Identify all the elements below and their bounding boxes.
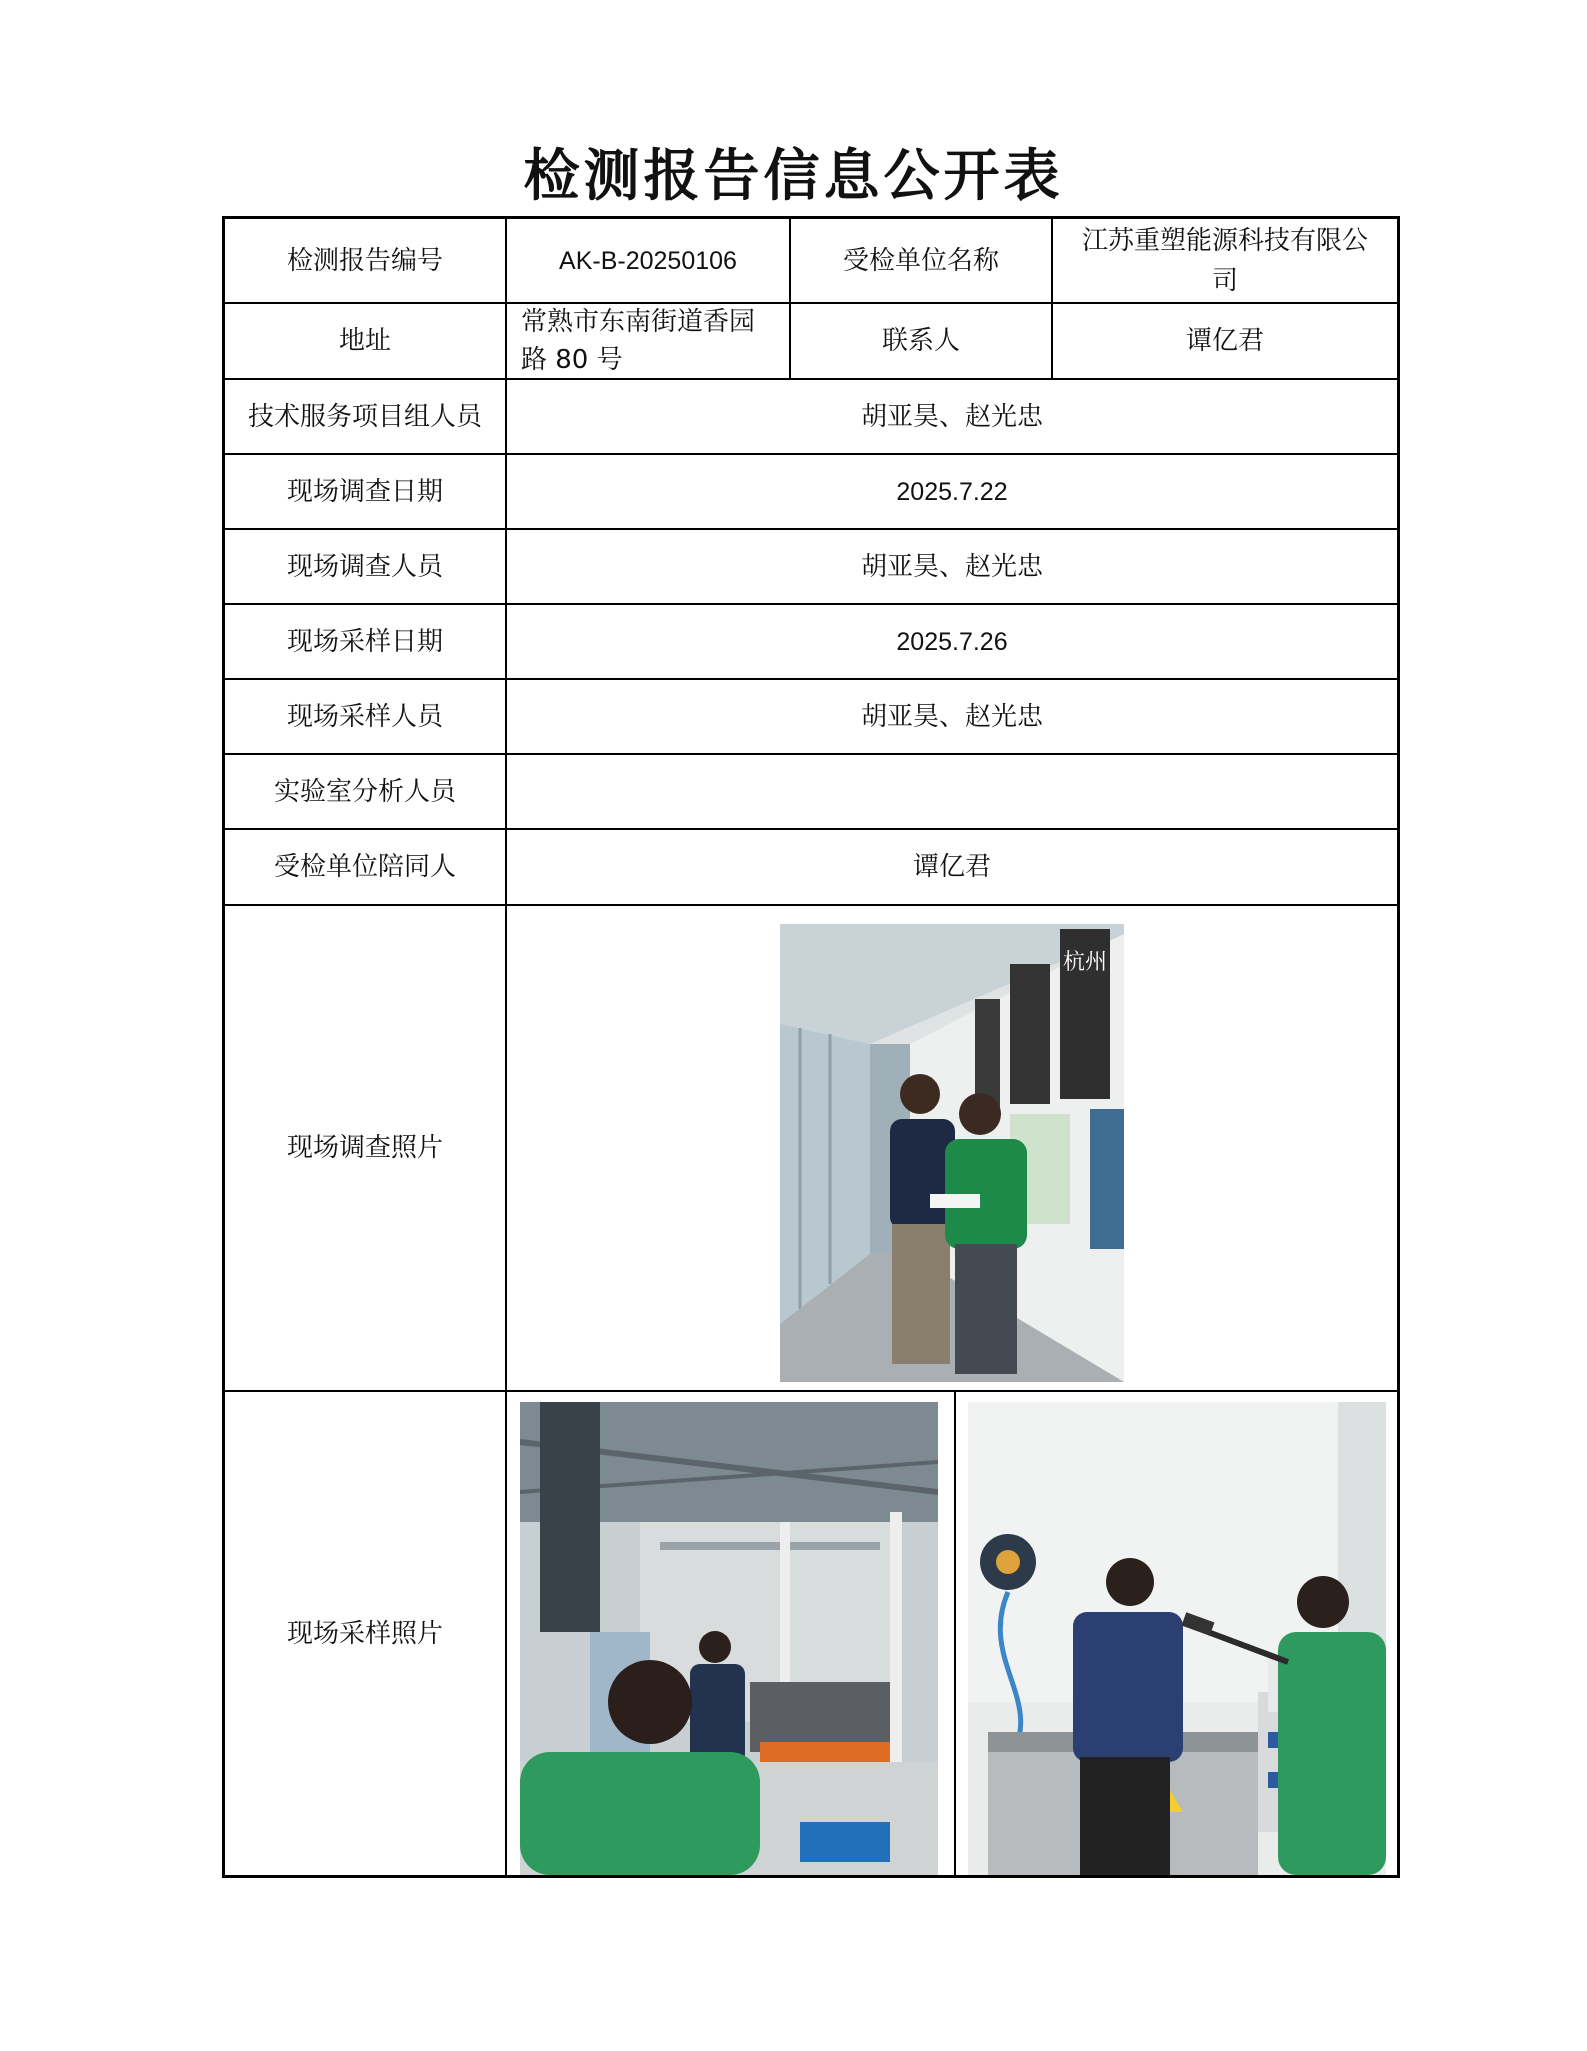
report-no-label: 检测报告编号 xyxy=(286,245,443,276)
row-label: 现场采样人员 xyxy=(286,701,443,732)
contact-value: 谭亿君 xyxy=(1185,326,1264,356)
sampling-photo-label: 现场采样照片 xyxy=(286,1618,443,1649)
row-label: 受检单位陪同人 xyxy=(273,852,456,882)
document-title: 检测报告信息公开表 xyxy=(523,143,1064,209)
address-label: 地址 xyxy=(338,326,391,356)
row-value: 胡亚昊、赵光忠 xyxy=(860,551,1043,582)
row-value xyxy=(507,755,1397,828)
row-value: 2025.7.22 xyxy=(896,477,1008,506)
report-no-value: AK-B-20250106 xyxy=(559,246,737,275)
unit-name-label: 受检单位名称 xyxy=(842,245,999,276)
row-label: 技术服务项目组人员 xyxy=(247,401,482,432)
survey-photo-label: 现场调查照片 xyxy=(286,1133,443,1163)
row-label: 实验室分析人员 xyxy=(273,776,456,807)
sampling-photo-2 xyxy=(968,1402,1386,1875)
row-value: 2025.7.26 xyxy=(896,627,1008,656)
unit-name-value: 江苏重塑能源科技有限公司 xyxy=(1081,225,1368,296)
table-rule xyxy=(954,1391,956,1875)
row-value: 谭亿君 xyxy=(912,852,991,882)
address-value: 常熟市东南街道香园路 80 号 xyxy=(521,307,756,375)
wall-sign-text: 杭州 xyxy=(1062,950,1108,975)
row-value: 胡亚昊、赵光忠 xyxy=(860,701,1043,732)
survey-photo xyxy=(780,924,1124,1382)
row-label: 现场调查日期 xyxy=(286,476,443,507)
contact-label: 联系人 xyxy=(881,326,960,356)
row-label: 现场采样日期 xyxy=(286,626,443,657)
sampling-photo-1 xyxy=(520,1402,938,1875)
row-label: 现场调查人员 xyxy=(286,551,443,582)
row-value: 胡亚昊、赵光忠 xyxy=(860,401,1043,432)
